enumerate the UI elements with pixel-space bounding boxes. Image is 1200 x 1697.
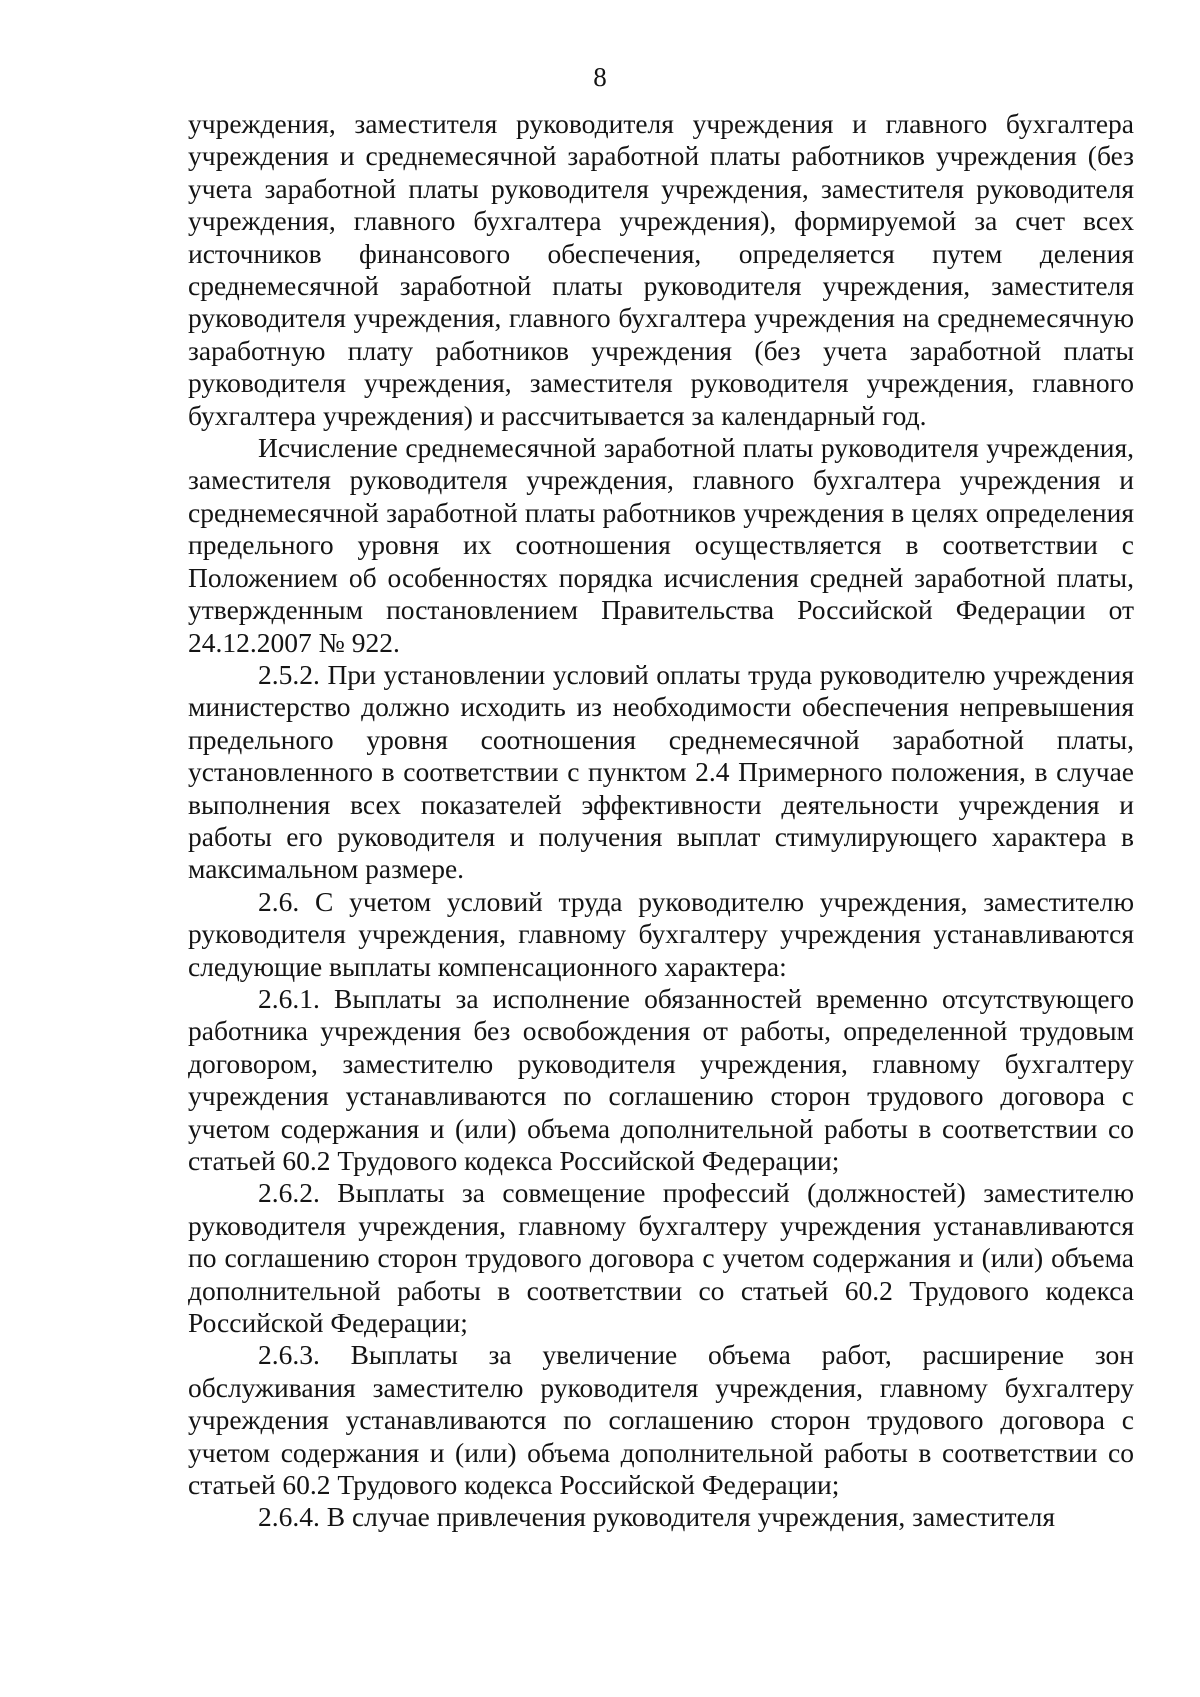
paragraph: 2.5.2. При установлении условий оплаты труда руководителю учреждения министерство должно исходить из необходимости обеспечения непревышения предельного уровня соотношения среднемесячной заработной платы, установленного в соответствии с пунктом 2.4 Примерного положения, в случае выполнения всех показателей эффективности деятельности учреждения и работы его руководителя и получения выплат стимулирующего характера в максимальном размере.: [188, 658, 1134, 885]
page-number: 8: [593, 62, 607, 92]
paragraph: Исчисление среднемесячной заработной платы руководителя учреждения, заместителя руководителя учреждения, главного бухгалтера учреждения и среднемесячной заработной платы работников учреждения в целях определения предельного уровня их соотношения осуществляется в соответствии с Положением об особенностях порядка исчисления средней заработной платы, утвержденным постановлением Правительства Российской Федерации от 24.12.2007 № 922.: [188, 432, 1134, 658]
paragraph: 2.6. С учетом условий труда руководителю учреждения, заместителю руководителя учреждения, главному бухгалтеру учреждения устанавливаются следующие выплаты компенсационного характера:: [188, 885, 1134, 982]
document-body: [188, 108, 1134, 1534]
paragraph: учреждения, заместителя руководителя учреждения и главного бухгалтера учреждения и среднемесячной заработной платы работников учреждения (без учета заработной платы руководителя учреждения, заместителя руководителя учреждения, главного бухгалтера учреждения), формируемой за счет всех источников финансового обеспечения, определяется путем деления среднемесячной заработной платы руководителя учреждения, заместителя руководителя учреждения, главного бухгалтера учреждения на среднемесячную заработную плату работников учреждения (без учета заработной платы руководителя учреждения, заместителя руководителя учреждения, главного бухгалтера учреждения) и рассчитывается за календарный год.: [188, 108, 1134, 431]
paragraph: 2.6.1. Выплаты за исполнение обязанностей временно отсутствующего работника учреждения без освобождения от работы, определенной трудовым договором, заместителю руководителя учреждения, главному бухгалтеру учреждения устанавливаются по соглашению сторон трудового договора с учетом содержания и (или) объема дополнительной работы в соответствии со статьей 60.2 Трудового кодекса Российской Федерации;: [188, 982, 1134, 1176]
paragraph: 2.6.4. В случае привлечения руководителя учреждения, заместителя: [258, 1501, 1056, 1533]
paragraph: 2.6.3. Выплаты за увеличение объема работ, расширение зон обслуживания заместителю руководителя учреждения, главному бухгалтеру учреждения устанавливаются по соглашению сторон трудового договора с учетом содержания и (или) объема дополнительной работы в соответствии со статьей 60.2 Трудового кодекса Российской Федерации;: [188, 1339, 1134, 1501]
paragraph: 2.6.2. Выплаты за совмещение профессий (должностей) заместителю руководителя учреждения, главному бухгалтеру учреждения устанавливаются по соглашению сторон трудового договора с учетом содержания и (или) объема дополнительной работы в соответствии со статьей 60.2 Трудового кодекса Российской Федерации;: [188, 1177, 1134, 1339]
